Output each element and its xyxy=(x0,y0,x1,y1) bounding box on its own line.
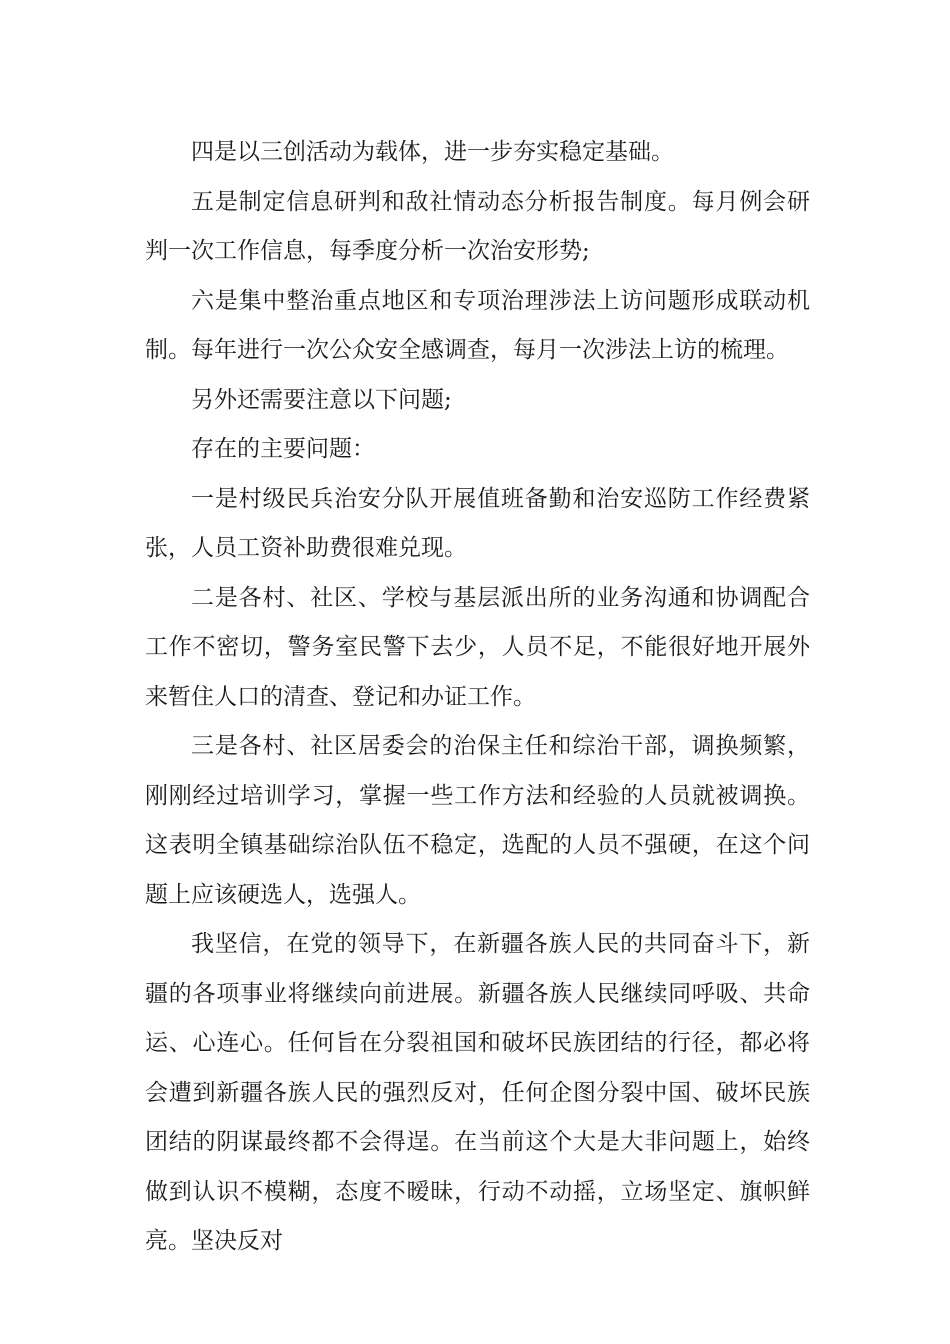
paragraph-1: 四是以三创活动为载体，进一步夯实稳定基础。 xyxy=(191,139,674,165)
document-body xyxy=(145,128,810,1267)
paragraph-5: 存在的主要问题： xyxy=(191,436,375,462)
paragraph-8: 三是各村、社区居委会的治保主任和综治干部，调换频繁，刚刚经过培训学习，掌握一些工作方法和经验的人员就被调换。这表明全镇基础综治队伍不稳定，选配的人员不强硬，在这个问题上应该硬选人，选强人。 xyxy=(145,733,810,908)
paragraph-7: 二是各村、社区、学校与基层派出所的业务沟通和协调配合工作不密切，警务室民警下去少，人员不足，不能很好地开展外来暂住人口的清查、登记和办证工作。 xyxy=(145,584,810,710)
paragraph-2: 五是制定信息研判和敌社情动态分析报告制度。每月例会研判一次工作信息，每季度分析一次治安形势; xyxy=(145,188,810,264)
paragraph-3: 六是集中整治重点地区和专项治理涉法上访问题形成联动机制。每年进行一次公众安全感调查，每月一次涉法上访的梳理。 xyxy=(145,287,810,363)
paragraph-9: 我坚信，在党的领导下，在新疆各族人民的共同奋斗下，新疆的各项事业将继续向前进展。新疆各族人民继续同呼吸、共命运、心连心。任何旨在分裂祖国和破坏民族团结的行径，都必将会遭到新疆各族人民的强烈反对，任何企图分裂中国、破坏民族团结的阴谋最终都不会得逞。在当前这个大是大非问题上，始终做到认识不模糊，态度不暧昧，行动不动摇，立场坚定、旗帜鲜亮。坚决反对 xyxy=(145,931,810,1254)
paragraph-4: 另外还需要注意以下问题; xyxy=(191,386,452,413)
paragraph-6: 一是村级民兵治安分队开展值班备勤和治安巡防工作经费紧张，人员工资补助费很难兑现。 xyxy=(145,485,810,561)
